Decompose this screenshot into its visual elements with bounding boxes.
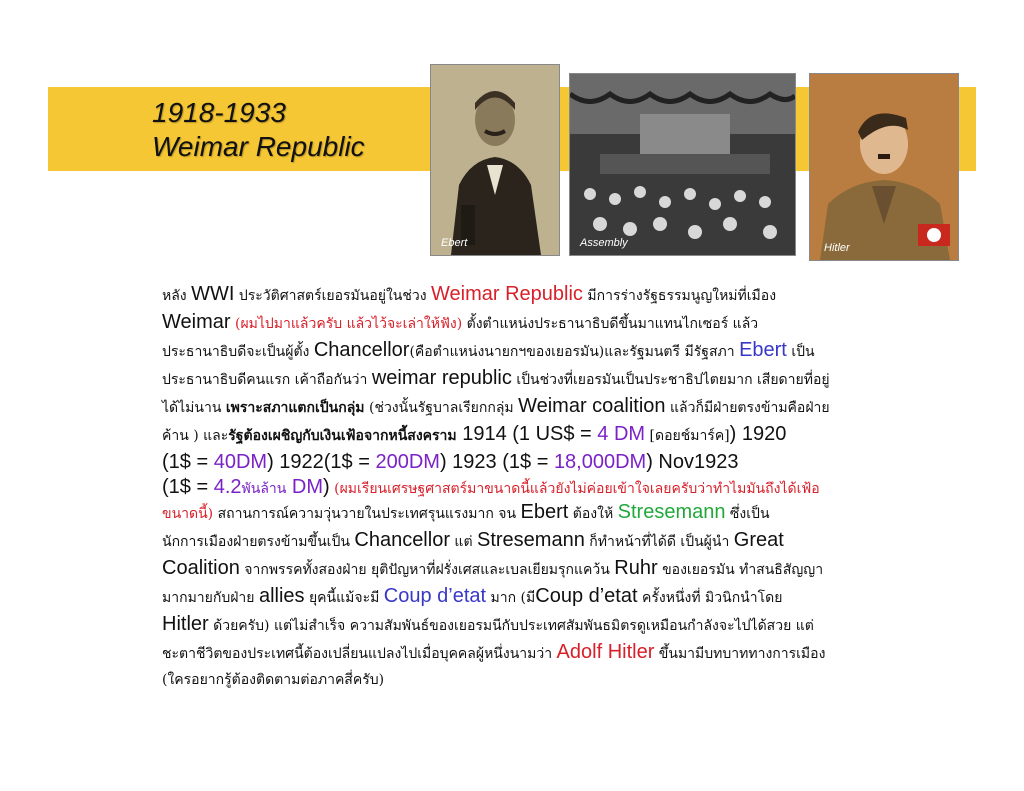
closing-note: (ใครอยากรู้ต้องติดตามต่อภาคสี่ครับ)	[162, 672, 385, 688]
text-seg: [ดอยช์มาร์ค]	[645, 428, 730, 444]
term-allies: allies	[258, 585, 305, 607]
text-seg: แต่	[449, 534, 477, 550]
page-title	[152, 96, 365, 164]
term-ebert: Ebert	[739, 339, 787, 361]
text-line-7	[162, 448, 892, 476]
year-1920: ) 1920	[729, 423, 787, 445]
text-line-15	[162, 666, 892, 694]
text-seg: ยุคนี้แม้จะมี	[304, 590, 384, 606]
value-40dm: 40DM	[213, 451, 268, 473]
text-seg: ซึ่งเป็น	[725, 506, 770, 522]
text-seg: มากมายกับฝ่าย	[162, 590, 259, 606]
text-seg: จากพรรคทั้งสองฝ่าย ยุติปัญหาที่ฝรั่งเศสและเบลเยียมรุกแคว้น	[239, 562, 615, 578]
rate-seg: ) 1922(1$ =	[267, 451, 376, 473]
title-name: Weimar Republic	[152, 131, 365, 162]
caption-ebert: Ebert	[441, 237, 468, 249]
term-weimar-republic-lower: weimar republic	[371, 367, 512, 389]
text-seg: ของเยอรมัน ทำสนธิสัญญา	[657, 562, 824, 578]
text-line-4	[162, 364, 892, 392]
text-seg: ด้วยครับ) แต่ไม่สำเร็จ ความสัมพันธ์ของเยอรมนีกับประเทศสัมพันธมิตรดูเหมือนกำลังจะไปได้สวย แต่	[208, 618, 814, 634]
text-line-2	[162, 308, 892, 336]
rate-seg: (1$ =	[162, 451, 214, 473]
text-seg: ประธานาธิบดีคนแรก เค้าถือกันว่า	[162, 372, 372, 388]
rate-seg: )	[323, 476, 330, 498]
author-note: (ผมไปมาแล้วครับ แล้วไว้จะเล่าให้ฟัง)	[230, 316, 463, 332]
text-seg: ได้ไม่นาน	[162, 400, 226, 416]
value-4dm: 4 DM	[597, 423, 646, 445]
term-ruhr: Ruhr	[614, 557, 658, 579]
author-note: ขนาดนี้)	[162, 506, 214, 522]
text-seg: ต้องให้	[568, 506, 618, 522]
text-line-5	[162, 392, 892, 420]
term-coup-detat: Coup d’etat	[535, 585, 638, 607]
term-hitler: Hitler	[162, 613, 209, 635]
term-coalition: Coalition	[162, 557, 240, 579]
text-seg: ตั้งตำแหน่งประธานาธิบดีขึ้นมาแทนไกเซอร์ แล้ว	[462, 316, 759, 332]
text-line-10	[162, 526, 892, 554]
term-weimar-coalition: Weimar coalition	[518, 395, 666, 417]
text-line-6	[162, 420, 892, 448]
ebert-portrait-image	[431, 65, 559, 255]
assembly-hall-image	[570, 74, 795, 255]
text-seg: ครั้งหนึ่งที่ มิวนิกนำโดย	[637, 590, 783, 606]
text-seg: ชะตาชีวิตของประเทศนี้ต้องเปลี่ยนแปลงไปเมื่อบุคคลผู้หนึ่งนามว่า	[162, 646, 557, 662]
bold-phrase: รัฐต้องเผชิญกับเงินเฟ้อจากหนี้สงคราม	[228, 428, 457, 444]
text-seg: ขึ้นมามีบทบาททางการเมือง	[654, 646, 826, 662]
photo-assembly	[570, 74, 795, 255]
text-seg: (คือตำแหน่งนายกฯของเยอรมัน)และรัฐมนตรี มีรัฐสภา	[409, 344, 740, 360]
rate-seg: (1$ =	[162, 476, 214, 498]
photo-hitler	[810, 74, 958, 260]
value-200dm: 200DM	[375, 451, 440, 473]
text-seg: ก็ทำหน้าที่ได้ดี เป็นผู้นำ	[584, 534, 734, 550]
term-stresemann: Stresemann	[477, 529, 585, 551]
text-seg: แล้วก็มีฝ่ายตรงข้ามคือฝ่าย	[665, 400, 830, 416]
value-dm: DM	[286, 476, 323, 498]
term-chancellor: Chancellor	[354, 529, 450, 551]
term-chancellor: Chancellor	[313, 339, 410, 361]
article-body	[162, 280, 892, 694]
text-seg: นักการเมืองฝ่ายตรงข้ามขึ้นเป็น	[162, 534, 355, 550]
text-seg: สถานการณ์ความวุ่นวายในประเทศรุนแรงมาก จน	[213, 506, 521, 522]
term-coup-detat-blue: Coup d’etat	[383, 585, 487, 607]
text-seg: หลัง	[162, 288, 192, 304]
text-line-13	[162, 610, 892, 638]
text-seg: เป็นช่วงที่เยอรมันเป็นประชาธิปไตยมาก เสียดายที่อยู่	[511, 372, 830, 388]
text-seg: ค้าน ) และ	[162, 428, 229, 444]
text-line-9	[162, 498, 892, 526]
bold-phrase: เพราะสภาแตกเป็นกลุ่ม	[225, 400, 365, 416]
text-seg: (ช่วงนั้นรัฐบาลเรียกกลุ่ม	[364, 400, 519, 416]
author-note: (ผมเรียนเศรษฐศาสตร์มาขนาดนี้แล้วยังไม่ค่อยเข้าใจเลยครับว่าทำไมมันถึงได้เฟ้อ	[329, 481, 820, 497]
photo-ebert	[431, 65, 559, 255]
text-line-3	[162, 336, 892, 364]
value-4-2: 4.2	[213, 476, 242, 498]
term-weimar: Weimar	[162, 311, 231, 333]
term-ebert: Ebert	[520, 501, 569, 523]
value-18000dm: 18,000DM	[553, 451, 647, 473]
term-weimar-republic: Weimar Republic	[431, 283, 583, 305]
title-years: 1918-1933	[152, 97, 286, 128]
text-line-11	[162, 554, 892, 582]
rate-seg: ) Nov1923	[646, 451, 739, 473]
text-seg: มีการร่างรัฐธรรมนูญใหม่ที่เมือง	[582, 288, 777, 304]
caption-hitler: Hitler	[824, 242, 850, 254]
text-seg: ประวัติศาสตร์เยอรมันอยู่ในช่วง	[234, 288, 432, 304]
term-adolf-hitler: Adolf Hitler	[556, 641, 655, 663]
term-stresemann: Stresemann	[617, 501, 726, 523]
term-great: Great	[733, 529, 784, 551]
text-seg: ประธานาธิบดีจะเป็นผู้ตั้ง	[162, 344, 314, 360]
text-line-8	[162, 476, 892, 498]
value-billion: พันล้าน	[241, 481, 287, 497]
text-seg: เป็น	[786, 344, 815, 360]
rate-seg: ) 1923 (1$ =	[439, 451, 554, 473]
text-line-1	[162, 280, 892, 308]
text-line-14	[162, 638, 892, 666]
term-wwi: WWI	[191, 283, 235, 305]
text-line-12	[162, 582, 892, 610]
text-seg: มาก (มี	[486, 590, 536, 606]
rate-1914: 1914 (1 US$ =	[456, 423, 598, 445]
hitler-portrait-image	[810, 74, 958, 260]
caption-assembly: Assembly	[580, 237, 628, 249]
